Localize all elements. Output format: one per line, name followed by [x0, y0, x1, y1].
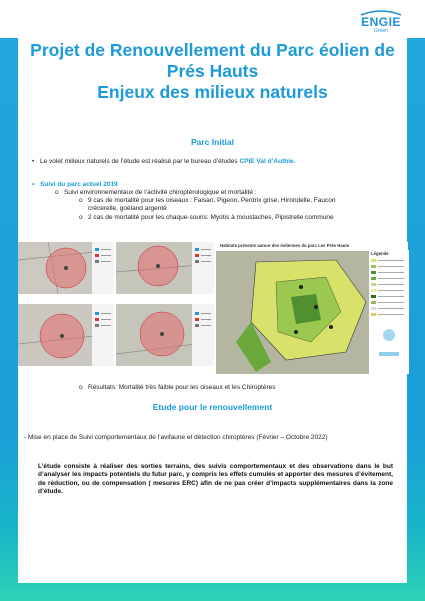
birds-item: [79, 197, 394, 213]
map-4-legend: [192, 304, 214, 366]
map-4-legend-graphic: [192, 304, 214, 366]
circle-bullet-icon: o: [79, 214, 83, 221]
birds-line-1: 9 cas de mortalité pour les oiseaux : Faisan, Pigeon, Perdrix grise, Hirondelle, Faucon: [88, 197, 336, 204]
map-3-legend-graphic: [92, 304, 114, 366]
firm-name: CPIE Val d’Authie.: [239, 158, 296, 165]
page-title-line-2: Prés Hauts: [166, 61, 259, 81]
etude-paragraph: L’étude consiste à réaliser des sorties terrains, des suivis comportementaux et des observations dans le but d’analyser les impacts potentiels du futur parc, y compris les effets cumulés et apporter des mesures d’évitement, de réduction, ou de compensation ( mesures ERC) afin de ne pas créer d’impacts supplémentaires dans la zone d’étude.: [38, 463, 393, 495]
bats-text: 2 cas de mortalité pour les chaque-souris: Myotis à moustaches, Pipistrelle commune: [88, 214, 334, 221]
bullet-dot-icon: •: [32, 158, 35, 165]
suivi-2022-text: - Mise en place de Suivi comportementaux de l’avifaune et détection chiroptères (Février – Octobre 2022): [24, 434, 328, 441]
map-2-legend-graphic: [192, 242, 214, 294]
results-text: Résultats: Mortalité très faible pour les oiseaux et les Chiroptères: [88, 384, 276, 391]
header-band: [0, 0, 425, 38]
map-2-legend: [192, 242, 214, 294]
intro-text: Le volet milieux naturels de l’étude est réalisé par le bureau d’études: [40, 158, 240, 165]
circle-bullet-icon: o: [55, 189, 59, 196]
maps-figure: [18, 242, 407, 380]
bats-item: [79, 214, 394, 222]
engie-logo: [351, 10, 411, 36]
suivi-env-item: [55, 189, 394, 197]
suivi-env-text: Suivi environnementaux de l’activité chiroptérologique et mortalité :: [64, 189, 257, 196]
circle-bullet-icon: o: [79, 384, 83, 391]
birds-line-2: crécerelle, goéland argenté: [88, 205, 167, 213]
circle-bullet-icon: o: [79, 197, 83, 204]
map-1-legend: [92, 242, 114, 294]
page-frame: [0, 38, 425, 601]
content-card: [18, 38, 407, 583]
habitat-map-title: Habitats présents autour des éoliennes du parc Les Prés Hauts: [220, 243, 350, 248]
logo-name: ENGIE: [361, 15, 401, 29]
page-title-line-1: Projet de Renouvellement du Parc éolien de: [30, 40, 395, 60]
page-subtitle: Enjeux des milieux naturels: [97, 82, 328, 102]
map-1-legend-graphic: [92, 242, 114, 294]
legend-title: Légende: [371, 251, 389, 256]
section-heading-parc-initial: Parc Initial: [191, 137, 234, 147]
section-heading-renouvellement: Etude pour le renouvellement: [152, 402, 273, 412]
suivi-heading: Suivi du parc actuel 2019: [40, 181, 118, 188]
results-item: [79, 384, 394, 392]
map-3-legend: [92, 304, 114, 366]
bullet-dot-icon: •: [32, 181, 35, 188]
habitat-map-legend: [369, 250, 409, 374]
logo-sub: Green: [374, 28, 388, 34]
legend-swatches: [369, 257, 409, 369]
intro-bullet: [32, 158, 395, 167]
